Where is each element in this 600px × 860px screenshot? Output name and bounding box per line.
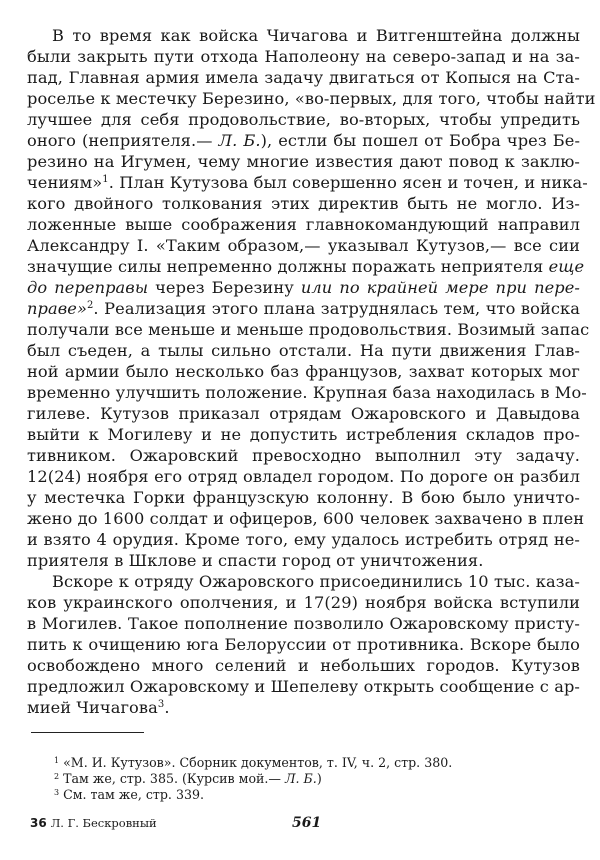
italic-initials: Л. Б. bbox=[285, 771, 317, 786]
text-segment: . Реализация этого плана затруднялась тем, что войска bbox=[93, 299, 580, 318]
text-line: В то время как войска Чичагова и Витгенштейна должны bbox=[52, 26, 580, 45]
text-line: пад, Главная армия имела задачу двигаться от Копыся на Ста- bbox=[27, 68, 580, 87]
text-line bbox=[27, 172, 588, 193]
footnote-separator bbox=[31, 732, 144, 733]
text-line: Александру I. «Таким образом,— указывал Кутузов,— все сии bbox=[27, 236, 580, 255]
text-segment: ), естли бы пошел от Бобра чрез Бе- bbox=[260, 131, 581, 150]
text-line: резино на Игумен, чему многие известия дают повод к заклю- bbox=[27, 152, 580, 171]
text-line: ков украинского ополчения, и 17(29) ноября войска вступили bbox=[27, 593, 580, 612]
page-number: 561 bbox=[292, 815, 322, 831]
text-line: были закрыть пути отхода Наполеону на северо-запад и на за- bbox=[27, 47, 580, 66]
text-line: временно улучшить положение. Крупная база находилась в Мо- bbox=[27, 383, 587, 402]
text-line: у местечка Горки французскую колонну. В бою было уничто- bbox=[27, 488, 580, 507]
footnote-text: «М. И. Кутузов». Сборник документов, т. IV, ч. 2, стр. 380. bbox=[63, 755, 453, 770]
text-line: гилеве. Кутузов приказал отрядам Ожаровского и Давыдова bbox=[27, 404, 580, 423]
italic-emphasis: еще bbox=[548, 257, 585, 276]
text-line: предложил Ожаровскому и Шепелеву открыть сообщение с ар- bbox=[27, 677, 580, 696]
footnote-mark: 2 bbox=[54, 772, 60, 781]
text-line: лучшее для себя продовольствие, во-вторых, чтобы упредить bbox=[27, 110, 580, 129]
footnote-3 bbox=[54, 787, 204, 803]
text-segment: значущие силы непременно должны поражать неприятеля bbox=[27, 257, 549, 276]
text-line: кого двойного толкования этих директив быть не могло. Из- bbox=[27, 194, 580, 213]
text-line: и взято 4 орудия. Кроме того, ему удалось истребить отряд не- bbox=[27, 530, 580, 549]
text-segment: мией Чичагова bbox=[27, 698, 158, 717]
text-line: приятеля в Шклове и спасти город от уничтожения. bbox=[27, 551, 484, 570]
italic-emphasis: праве» bbox=[27, 299, 87, 318]
footnote-text: См. там же, стр. 339. bbox=[63, 787, 204, 802]
text-line bbox=[27, 697, 580, 718]
text-line: был съеден, а тылы сильно отстали. На пути движения Глав- bbox=[27, 341, 580, 360]
footnote-ref-1[interactable]: 1 bbox=[102, 174, 109, 185]
text-line: пить к очищению юга Белоруссии от противника. Вскоре было bbox=[27, 635, 580, 654]
text-line: получали все меньше и меньше продовольствия. Возимый запас bbox=[27, 320, 590, 339]
text-line bbox=[27, 256, 585, 277]
italic-emphasis: или по крайней мере при пере- bbox=[300, 278, 580, 297]
text-segment: . План Кутузова был совершенно ясен и точен, и ника- bbox=[108, 173, 588, 192]
footnote-2 bbox=[54, 771, 322, 787]
text-segment: оного (неприятеля.— bbox=[27, 131, 219, 150]
text-line: ной армии было несколько баз французов, захват которых мог bbox=[27, 362, 580, 381]
text-line: в Могилев. Такое пополнение позволило Ожаровскому присту- bbox=[27, 614, 580, 633]
text-line: освобождено много селений и небольших городов. Кутузов bbox=[27, 656, 580, 675]
italic-emphasis: до переправы bbox=[27, 278, 149, 297]
text-line: выйти к Могилеву и не допустить истребления складов про- bbox=[27, 425, 580, 444]
signature-number: 36 bbox=[30, 816, 47, 830]
text-segment: . bbox=[164, 698, 170, 717]
text-line: 12(24) ноября его отряд овладел городом. По дороге он разбил bbox=[27, 467, 580, 486]
text-line bbox=[27, 130, 580, 151]
text-line bbox=[27, 277, 580, 298]
text-line: тивником. Ожаровский превосходно выполнил эту задачу. bbox=[27, 446, 580, 465]
text-line: ложенные выше соображения главнокомандующий направил bbox=[27, 215, 580, 234]
footnote-mark: 1 bbox=[54, 756, 60, 765]
signature-mark bbox=[30, 816, 157, 830]
text-segment: через Березину bbox=[148, 278, 301, 297]
footnote-ref-3[interactable]: 3 bbox=[157, 699, 165, 710]
footnote-text: ) bbox=[316, 771, 322, 786]
italic-initials: Л. Б. bbox=[218, 131, 261, 150]
text-line: роселье к местечку Березино, «во-первых, для того, чтобы найти bbox=[27, 89, 596, 108]
footnote-ref-2[interactable]: 2 bbox=[86, 300, 94, 311]
text-segment: чениям» bbox=[27, 173, 103, 192]
text-line bbox=[27, 298, 580, 319]
author-name: Л. Г. Бескровный bbox=[50, 816, 157, 830]
footnote-mark: 3 bbox=[54, 788, 60, 797]
text-line: Вскоре к отряду Ожаровского присоединились 10 тыс. каза- bbox=[52, 572, 580, 591]
text-line: жено до 1600 солдат и офицеров, 600 человек захвачено в плен bbox=[27, 509, 585, 528]
footnote-text: Там же, стр. 385. (Курсив мой.— bbox=[63, 771, 286, 786]
footnote-1 bbox=[54, 755, 452, 771]
